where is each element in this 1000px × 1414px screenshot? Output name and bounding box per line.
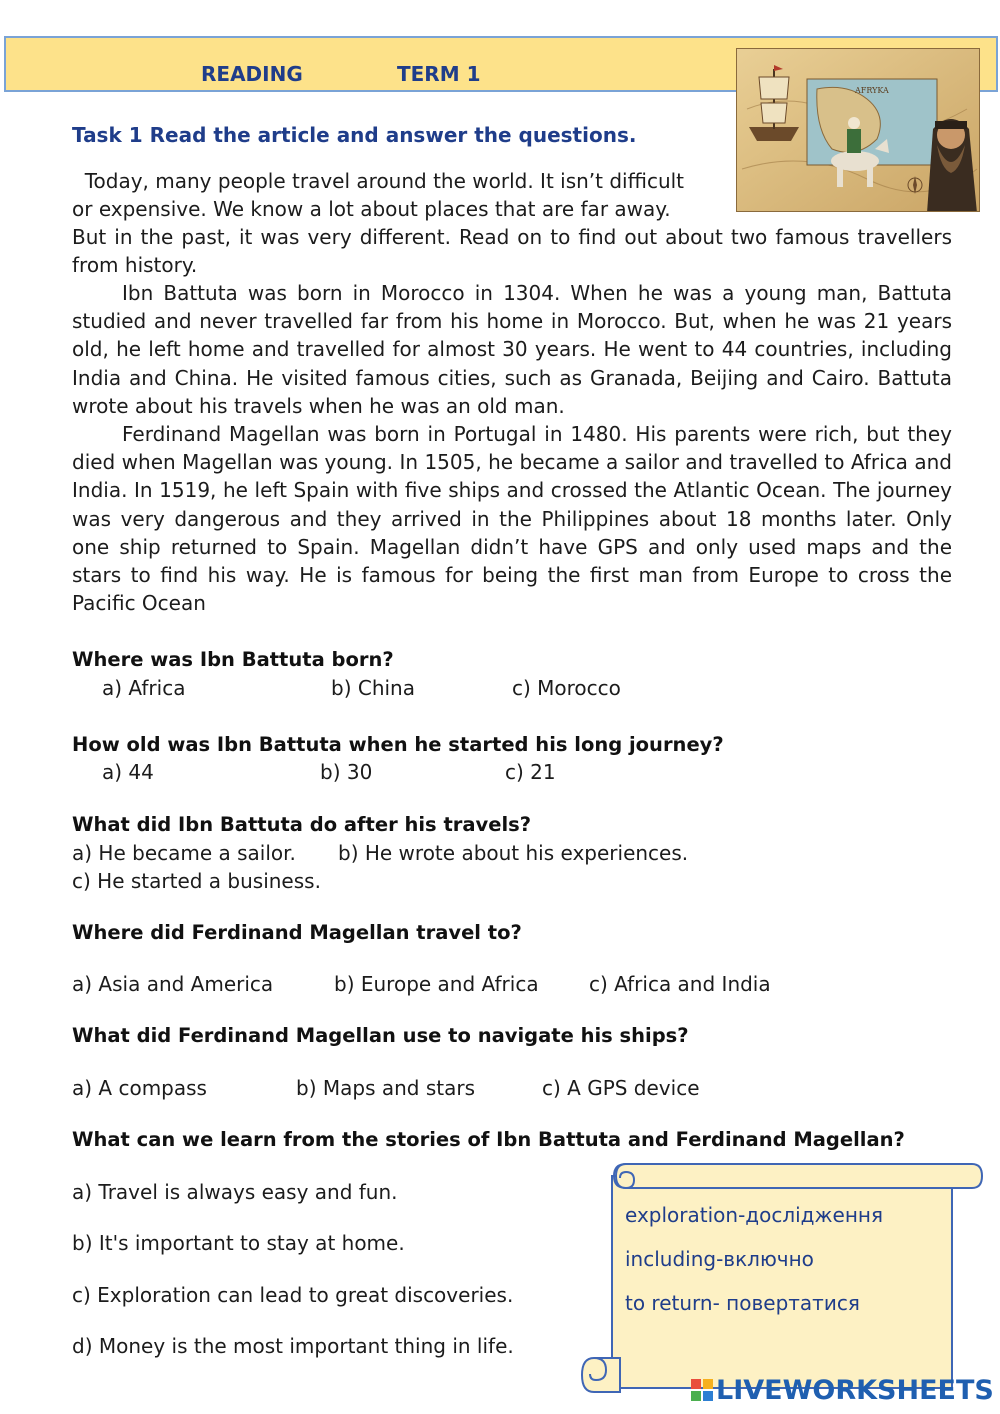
- vocab-item-2: including-включно: [625, 1247, 814, 1271]
- intro-rest: But in the past, it was very different. Read on to find out about two famous travellers from history.: [72, 225, 952, 278]
- q3-option-c[interactable]: c) He started a business.: [72, 869, 321, 893]
- vocab-item-3: to return- повертатися: [625, 1291, 860, 1315]
- question-2: How old was Ibn Battuta when he started his long journey?: [72, 733, 724, 756]
- q1-option-b[interactable]: b) China: [331, 676, 415, 700]
- q5-option-a[interactable]: a) A compass: [72, 1076, 207, 1100]
- term-label: TERM 1: [397, 62, 481, 86]
- svg-text:AFRYKA: AFRYKA: [855, 86, 889, 95]
- question-6: What can we learn from the stories of Ibn Battuta and Ferdinand Magellan?: [72, 1128, 905, 1151]
- q6-option-a[interactable]: a) Travel is always easy and fun.: [72, 1180, 398, 1204]
- magellan-paragraph: Ferdinand Magellan was born in Portugal in 1480. His parents were rich, but they died when Magellan was young. In 1505, he became a sailor and travelled to Africa and India. In 1519, he left Spain with five ships and crossed the Atlantic Ocean. The journey was very dangerous and they arrived in the Philippines about 18 months later. Only one ship returned to Spain. Magellan didn’t have GPS and only used maps and the stars to find his way. He is famous for being the first man from Europe to cross the Pacific Ocean: [72, 422, 952, 616]
- q6-option-d[interactable]: d) Money is the most important thing in life.: [72, 1334, 514, 1358]
- q3-option-a[interactable]: a) He became a sailor.: [72, 841, 296, 865]
- question-1: Where was Ibn Battuta born?: [72, 648, 394, 671]
- q4-option-c[interactable]: c) Africa and India: [589, 972, 771, 996]
- question-3: What did Ibn Battuta do after his travels?: [72, 813, 532, 836]
- question-5: What did Ferdinand Magellan use to navigate his ships?: [72, 1024, 689, 1047]
- task-title: Task 1 Read the article and answer the questions.: [72, 123, 637, 147]
- liveworksheets-logo-text: LIVEWORKSHEETS: [716, 1374, 994, 1406]
- vocabulary-scroll: [580, 1160, 990, 1400]
- q5-option-c[interactable]: c) A GPS device: [542, 1076, 700, 1100]
- intro-line-1: Today, many people travel around the world. It isn’t difficult: [72, 169, 685, 193]
- question-4: Where did Ferdinand Magellan travel to?: [72, 921, 522, 944]
- q2-option-c[interactable]: c) 21: [505, 760, 556, 784]
- q6-option-c[interactable]: c) Exploration can lead to great discoveries.: [72, 1283, 514, 1307]
- q1-option-a[interactable]: a) Africa: [102, 676, 186, 700]
- liveworksheets-logo: [690, 1372, 994, 1408]
- liveworksheets-logo-icon: [690, 1378, 714, 1402]
- q3-option-b[interactable]: b) He wrote about his experiences.: [338, 841, 689, 865]
- q2-option-a[interactable]: a) 44: [102, 760, 154, 784]
- intro-line-2: or expensive. We know a lot about places that are far away.: [72, 197, 671, 221]
- q4-option-a[interactable]: a) Asia and America: [72, 972, 274, 996]
- q5-option-b[interactable]: b) Maps and stars: [296, 1076, 475, 1100]
- q2-option-b[interactable]: b) 30: [320, 760, 373, 784]
- battuta-paragraph: Ibn Battuta was born in Morocco in 1304. When he was a young man, Battuta studied and never travelled far from his home in Morocco. But, when he was 21 years old, he left home and travelled for almost 30 years. He went to 44 countries, including India and China. He visited famous cities, such as Granada, Beijing and Cairo. Battuta wrote about his travels when he was an old man.: [72, 281, 952, 418]
- q6-option-b[interactable]: b) It's important to stay at home.: [72, 1231, 405, 1255]
- vocab-item-1: exploration-дослідження: [625, 1203, 884, 1227]
- q4-option-b[interactable]: b) Europe and Africa: [334, 972, 539, 996]
- explorers-map-illustration: [736, 48, 980, 212]
- q1-option-c[interactable]: c) Morocco: [512, 676, 621, 700]
- reading-label: READING: [201, 62, 303, 86]
